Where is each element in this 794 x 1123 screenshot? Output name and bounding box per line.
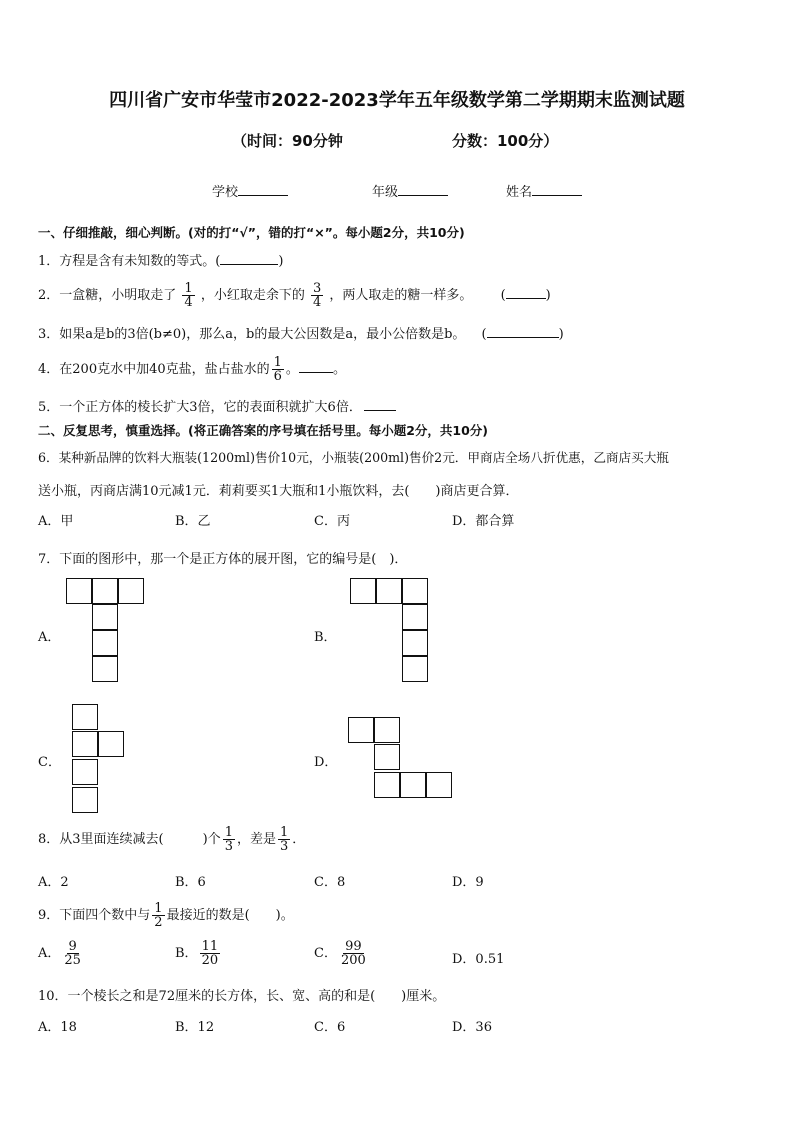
q3-paren-open: ( [481,327,487,342]
q7-option-d[interactable]: D． [314,755,338,770]
q2-fraction-2 [311,282,323,309]
q9-option-a-fraction [62,940,83,967]
q8-text-c: ． [292,832,306,847]
exam-time: （时间：90分钟 [232,132,343,150]
net-b-cell [350,578,376,604]
grade-blank[interactable] [398,183,448,196]
q9-b-num: 11 [201,939,219,954]
q9-option-a-label: A． [38,946,61,961]
grade-field [372,181,448,200]
question-1: 1．方程是含有未知数的等式。( ) [38,254,284,269]
q7-option-a[interactable]: A． [38,630,61,645]
net-c-cell [98,731,124,757]
q6-option-c[interactable]: C．丙 [314,514,350,529]
q9-option-a[interactable] [38,940,85,967]
q7-option-b[interactable]: B． [314,630,337,645]
net-a-cell [92,656,118,682]
q9-a-num: 9 [68,939,77,954]
question-2 [38,282,551,309]
q6-option-a[interactable]: A．甲 [38,514,74,529]
net-d-cell [348,717,374,743]
question-10: 10．一个棱长之和是72厘米的长方体，长、宽、高的和是( )厘米。 [38,989,446,1004]
question-3 [38,323,564,342]
q2-f2-num: 3 [313,281,322,296]
q9-option-b[interactable] [175,940,222,967]
q9-option-c[interactable] [314,940,370,967]
name-label: 姓名 [506,185,533,200]
net-d-cell [374,772,400,798]
q3-paren-close: ) [558,327,564,342]
q10-option-c[interactable]: C．6 [314,1020,346,1035]
section2-heading: 二、反复思考，慎重选择。(将正确答案的序号填在括号里。每小题2分，共10分) [38,423,489,438]
school-blank[interactable] [238,183,288,196]
q2-f1-num: 1 [184,281,193,296]
net-c-cell [72,759,98,785]
q8-option-a[interactable]: A．2 [38,875,69,890]
q10-option-a[interactable]: A．18 [38,1020,77,1035]
page-title: 四川省广安市华莹市2022-2023学年五年级数学第二学期期末监测试题 [109,90,685,111]
q8-fraction-1 [223,826,235,853]
exam-score: 分数：100分） [452,132,559,150]
q8-text-a: 8．从3里面连续减去( )个 [38,832,221,847]
net-a-cell [66,578,92,604]
q8-option-d[interactable]: D．9 [452,875,484,890]
q6-option-b[interactable]: B．乙 [175,514,211,529]
q10-option-b[interactable]: B．12 [175,1020,215,1035]
q8-option-c[interactable]: C．8 [314,875,346,890]
net-c-cell [72,787,98,813]
q2-text-a: 2．一盒糖，小明取走了 [38,288,177,303]
q2-paren-close: ) [545,288,551,303]
q5-answer-blank[interactable] [364,398,396,411]
q9-option-b-fraction [200,940,221,967]
name-blank[interactable] [532,183,582,196]
q8-f2-num: 1 [279,825,289,840]
q4-answer-blank[interactable] [299,360,333,373]
q8-f2-den: 3 [279,839,289,854]
q9-a-den: 25 [64,953,81,968]
q2-text-c: ，两人取走的糖一样多。 [329,288,473,303]
q9-option-b-label: B． [175,946,198,961]
q9-option-c-fraction [339,940,368,967]
q8-fraction-2 [278,826,290,853]
question-4 [38,356,346,383]
q5-text: 5．一个正方体的棱长扩大3倍，它的表面积就扩大6倍． [38,400,362,415]
q8-text-b: ，差是 [236,832,276,847]
section1-heading: 一、仔细推敲，细心判断。(对的打“√”，错的打“×”。每小题2分，共10分) [38,225,465,240]
question-5 [38,396,396,415]
q4-f-den: 6 [273,369,282,384]
net-b-cell [402,578,428,604]
grade-label: 年级 [372,185,399,200]
q2-answer-blank[interactable] [506,286,546,299]
net-d-cell [374,717,400,743]
q9-c-den: 200 [340,953,366,968]
question-8 [38,826,305,853]
net-a-cell [118,578,144,604]
q7-option-c[interactable]: C． [38,755,61,770]
q9-option-c-label: C． [314,946,337,961]
q2-f1-den: 4 [184,295,193,310]
q4-f-num: 1 [273,355,282,370]
q9-text-b: 最接近的数是( )。 [166,908,294,923]
school-field [212,181,288,200]
q9-text-a: 9．下面四个数中与 [38,908,151,923]
net-c-cell [72,704,98,730]
net-d-cell [400,772,426,798]
net-a-cell [92,578,118,604]
q3-answer-blank[interactable] [487,325,559,338]
name-field [506,181,582,200]
q4-text-a: 4．在200克水中加40克盐，盐占盐水的 [38,362,270,377]
net-b-cell [402,630,428,656]
net-d-cell [374,744,400,770]
question-9 [38,902,294,929]
q9-option-d[interactable]: D．0.51 [452,952,505,967]
net-c-cell [72,731,98,757]
q6-option-d[interactable]: D．都合算 [452,514,515,529]
q9-f-den: 2 [154,915,163,930]
q4-text-b: 。 [285,362,299,377]
q3-text: 3．如果a是b的3倍(b≠0)，那么a，b的最大公因数是a，最小公倍数是b。 [38,327,466,342]
q4-fraction [272,356,284,383]
q9-fraction [152,902,164,929]
question-7: 7．下面的图形中，那一个是正方体的展开图，它的编号是( )． [38,552,408,567]
q2-paren-open: ( [500,288,506,303]
q8-f1-den: 3 [224,839,233,854]
q4-text-end: 。 [332,362,346,377]
net-b-cell [402,604,428,630]
net-a-cell [92,630,118,656]
q9-c-num: 99 [345,939,362,954]
q8-option-b[interactable]: B．6 [175,875,206,890]
q2-f2-den: 4 [313,295,322,310]
net-b-cell [376,578,402,604]
q1-answer-blank[interactable] [220,252,278,265]
net-a-cell [92,604,118,630]
net-d-cell [426,772,452,798]
q9-f-num: 1 [154,901,163,916]
q6-line-1: 6．某种新品牌的饮料大瓶装(1200ml)售价10元，小瓶装(200ml)售价2元．甲商店全场八折优惠，乙商店买大瓶 [38,450,669,465]
net-b-cell [402,656,428,682]
q9-b-den: 20 [201,953,219,968]
q1-text: 1．方程是含有未知数的等式。( [38,254,221,269]
school-label: 学校 [212,185,239,200]
q8-f1-num: 1 [224,825,233,840]
q10-option-d[interactable]: D．36 [452,1020,492,1035]
q2-text-b: ，小红取走余下的 [200,288,305,303]
q2-fraction-1 [182,282,194,309]
q6-line-2: 送小瓶，丙商店满10元减1元．莉莉要买1大瓶和1小瓶饮料，去( )商店更合算． [38,484,519,499]
